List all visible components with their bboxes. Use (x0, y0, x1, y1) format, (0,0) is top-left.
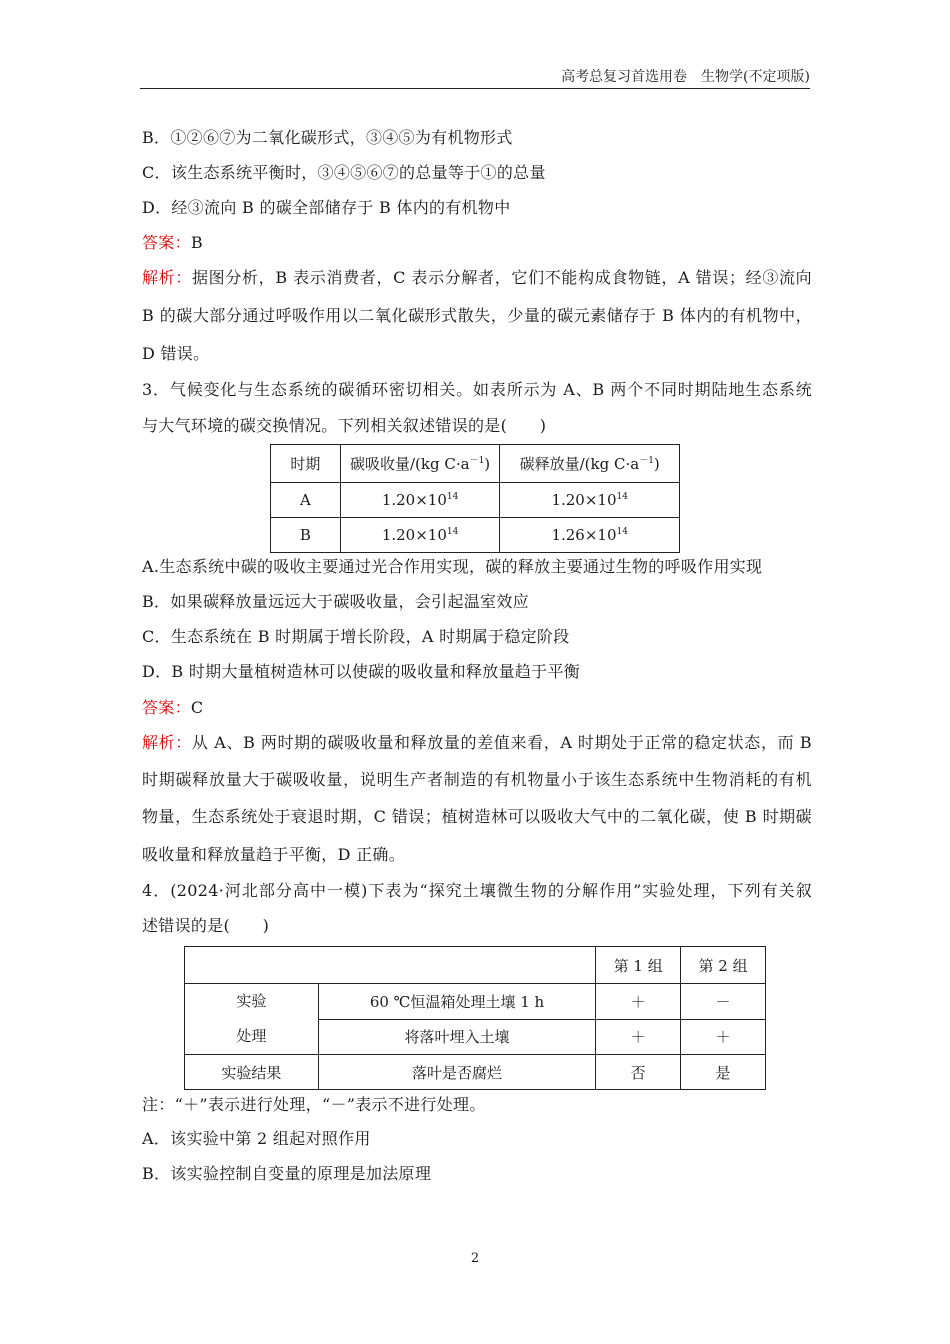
q3-analysis-line-4: 吸收量和释放量趋于平衡，D 正确。 (142, 845, 406, 864)
q2-analysis-line-1 (142, 268, 812, 288)
header-absorb: 碳吸收量/(kg $C\cdot a^{-1}$) (340, 445, 500, 483)
q2-option-c: C．该生态系统平衡时，③④⑤⑥⑦的总量等于①的总量 (142, 163, 546, 182)
q2-answer (142, 233, 812, 253)
q4-note: 注：“＋”表示进行处理，“－”表示不进行处理。 (142, 1095, 486, 1114)
result-group-2: 是 (681, 1055, 766, 1090)
cell-period: A (271, 483, 341, 518)
treatment-2: 将落叶埋入土壤 (318, 1019, 595, 1055)
header-group-1: 第 1 组 (596, 947, 681, 984)
treatment-2-group-1: ＋ (596, 1019, 681, 1055)
table-row (271, 518, 680, 553)
q3-carbon-table (270, 444, 680, 553)
table-row (271, 483, 680, 518)
header-rule (140, 88, 810, 89)
header-release: 碳释放量/(kg $C\cdot a^{-1}$) (500, 445, 680, 483)
q3-answer (142, 698, 812, 718)
running-header: 高考总复习首选用卷 生物学(不定项版) (561, 69, 810, 85)
treatment-1-group-2: － (681, 984, 766, 1020)
cell-release: $1.26\times 10^{14}$ (500, 518, 680, 553)
treatment-label: 实验 处理 (185, 984, 319, 1055)
analysis-text: 据图分析，B 表示消费者，C 表示分解者，它们不能构成食物链，A 错误；经③流向 (192, 268, 812, 287)
q4-stem-line-2: 述错误的是( ) (142, 916, 270, 935)
q3-stem-line-1: 3．气候变化与生态系统的碳循环密切相关。如表所示为 A、B 两个不同时期陆地生态系统 (142, 380, 812, 399)
treatment-1: 60 ℃恒温箱处理土壤 1 h (318, 984, 595, 1020)
q3-option-d: D．B 时期大量植树造林可以使碳的吸收量和释放量趋于平衡 (142, 662, 581, 681)
page-number: 2 (470, 1251, 480, 1266)
q2-analysis-line-3: D 错误。 (142, 344, 210, 363)
header-period: 时期 (271, 445, 341, 483)
table-row (185, 984, 766, 1020)
answer-value: B (190, 233, 203, 252)
cell-absorb: $1.20\times 10^{14}$ (340, 518, 500, 553)
q4-option-b: B．该实验控制自变量的原理是加法原理 (142, 1164, 432, 1183)
analysis-label: 解析： (142, 733, 192, 752)
answer-label: 答案： (142, 233, 191, 252)
q2-option-d: D．经③流向 B 的碳全部储存于 B 体内的有机物中 (142, 198, 511, 217)
cell-absorb: $1.20\times 10^{14}$ (340, 483, 500, 518)
cell-release: $1.20\times 10^{14}$ (500, 483, 680, 518)
q3-option-b: B．如果碳释放量远远大于碳吸收量，会引起温室效应 (142, 592, 529, 611)
answer-label: 答案： (142, 698, 191, 717)
q3-stem-line-2: 与大气环境的碳交换情况。下列相关叙述错误的是( ) (142, 416, 547, 435)
q4-experiment-table (184, 946, 766, 1090)
cell-period: B (271, 518, 341, 553)
q3-analysis-line-2: 时期碳释放量大于碳吸收量，说明生产者制造的有机物量小于该生态系统中生物消耗的有机 (142, 770, 812, 789)
analysis-text: 从 A、B 两时期的碳吸收量和释放量的差值来看，A 时期处于正常的稳定状态，而 B (191, 733, 812, 752)
table-header-row (185, 947, 766, 984)
table-row (185, 1055, 766, 1090)
q4-option-a: A．该实验中第 2 组起对照作用 (142, 1129, 371, 1148)
analysis-label: 解析： (142, 268, 192, 287)
q2-option-b: B．①②⑥⑦为二氧化碳形式，③④⑤为有机物形式 (142, 128, 513, 147)
q3-option-c: C．生态系统在 B 时期属于增长阶段，A 时期属于稳定阶段 (142, 627, 570, 646)
q3-option-a: A.生态系统中碳的吸收主要通过光合作用实现，碳的释放主要通过生物的呼吸作用实现 (142, 557, 763, 576)
q2-analysis-line-2: B 的碳大部分通过呼吸作用以二氧化碳形式散失，少量的碳元素储存于 B 体内的有机物中， (142, 306, 812, 325)
answer-value: C (190, 698, 204, 717)
treatment-1-group-1: ＋ (596, 984, 681, 1020)
treatment-2-group-2: ＋ (681, 1019, 766, 1055)
q4-stem-line-1: 4．(2024·河北部分高中一模)下表为“探究土壤微生物的分解作用”实验处理，下列有关叙 (142, 881, 812, 900)
result-desc: 落叶是否腐烂 (318, 1055, 595, 1090)
header-blank (185, 947, 596, 984)
header-group-2: 第 2 组 (681, 947, 766, 984)
result-group-1: 否 (596, 1055, 681, 1090)
table-header-row (271, 445, 680, 483)
q3-analysis-line-3: 物量，生态系统处于衰退时期，C 错误；植树造林可以吸收大气中的二氧化碳，使 B 时期碳 (142, 807, 812, 826)
result-label: 实验结果 (185, 1055, 319, 1090)
q3-analysis-line-1 (142, 733, 812, 753)
